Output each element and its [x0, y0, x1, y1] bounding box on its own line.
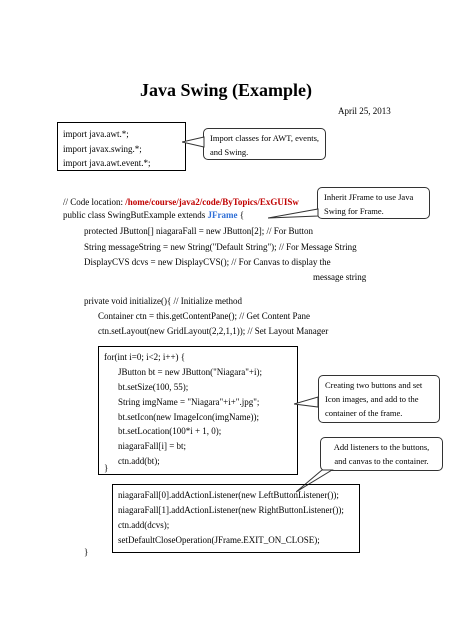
- date: April 25, 2013: [338, 106, 391, 116]
- field-line-3: DisplayCVS dcvs = new DisplayCVS(); // For Canvas to display the: [84, 257, 331, 267]
- buttons-note-text: Creating two buttons and set Icon images, and add to the container of the frame.: [325, 380, 423, 418]
- code-location-prefix: // Code location:: [63, 197, 126, 207]
- listeners-note-text: Add listeners to the buttons, and canvas to the container.: [333, 442, 430, 466]
- tail-line-2: niagaraFall[1].addActionListener(new RightButtonListener());: [118, 505, 344, 515]
- buttons-callout-pointer: [294, 396, 320, 408]
- class-suffix: {: [237, 210, 245, 220]
- loop-line-9: }: [104, 463, 109, 473]
- field-line-1: protected JButton[] niagaraFall = new JButton[2]; // For Button: [84, 226, 314, 236]
- imports-callout-pointer: [182, 136, 206, 148]
- buttons-note: [318, 375, 440, 423]
- import-line-2: import javax.swing.*;: [63, 144, 142, 154]
- loop-line-7: niagaraFall[i] = bt;: [118, 441, 187, 451]
- field-line-2: String messageString = new String("Default String"); // For Message String: [84, 242, 357, 252]
- listeners-note: [320, 437, 443, 471]
- field-line-3-cont: message string: [313, 272, 367, 282]
- inherit-callout-pointer: [268, 208, 320, 220]
- import-line-3: import java.awt.event.*;: [63, 158, 151, 168]
- page-title: Java Swing (Example): [139, 80, 312, 100]
- init-line-2: Container ctn = this.getContentPane(); // Get Content Pane: [98, 311, 311, 321]
- inherit-note: [317, 187, 430, 219]
- loop-line-6: bt.setLocation(100*i + 1, 0);: [118, 426, 222, 436]
- closing-brace: }: [84, 547, 89, 557]
- class-parent: JFrame: [207, 210, 238, 220]
- loop-line-5: bt.setIcon(new ImageIcon(imgName));: [118, 412, 259, 422]
- loop-line-1: for(int i=0; i<2; i++) {: [104, 352, 186, 362]
- tail-line-1: niagaraFall[0].addActionListener(new LeftButtonListener());: [118, 490, 339, 500]
- loop-line-4: String imgName = "Niagara"+i+".jpg";: [118, 397, 260, 407]
- code-location-path: /home/course/java2/code/ByTopics/ExGUISw: [125, 197, 299, 207]
- import-line-1: import java.awt.*;: [63, 129, 129, 139]
- loop-line-2: JButton bt = new JButton("Niagara"+i);: [118, 367, 262, 377]
- loop-line-8: ctn.add(bt);: [118, 456, 160, 466]
- init-line-1: private void initialize(){ // Initialize method: [84, 296, 243, 306]
- tail-line-3: ctn.add(dcvs);: [118, 520, 170, 530]
- tail-line-4: setDefaultCloseOperation(JFrame.EXIT_ON_CLOSE);: [118, 535, 320, 545]
- imports-note-text: Import classes for AWT, events, and Swing.: [210, 133, 319, 157]
- loop-line-3: bt.setSize(100, 55);: [118, 382, 189, 392]
- init-line-3: ctn.setLayout(new GridLayout(2,2,1,1)); // Set Layout Manager: [98, 326, 329, 336]
- class-prefix: public class SwingButExample extends: [63, 210, 208, 220]
- class-declaration: [63, 209, 244, 221]
- inherit-note-text: Inherit JFrame to use Java Swing for Frame.: [324, 192, 414, 216]
- imports-note: [203, 128, 326, 160]
- code-location: [63, 196, 299, 208]
